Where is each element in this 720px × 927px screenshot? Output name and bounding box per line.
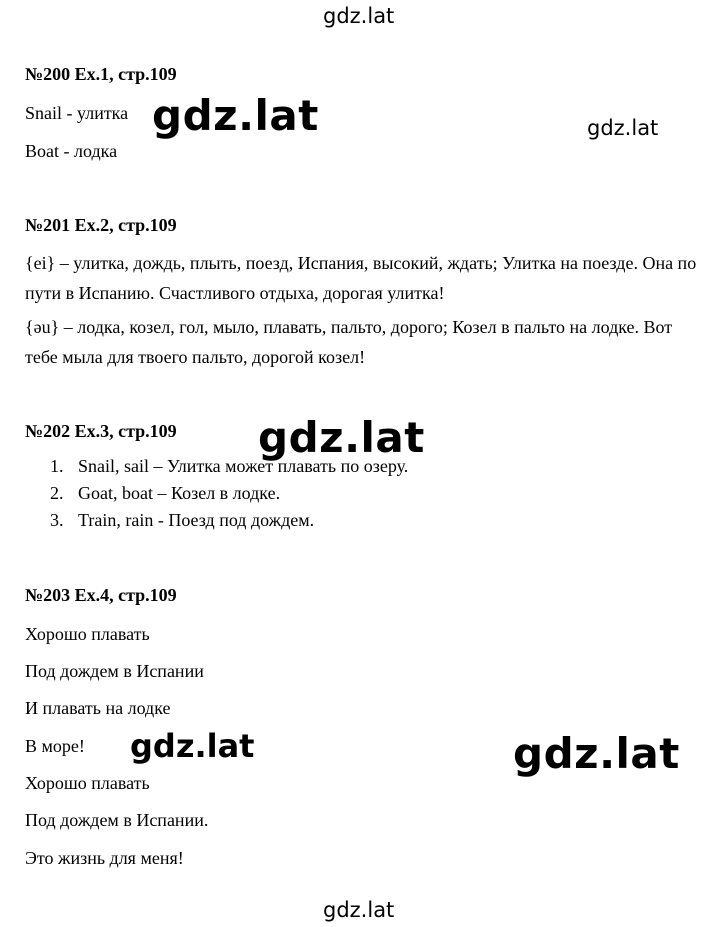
watermark-bold-center: gdz.lat xyxy=(258,413,425,462)
list-number: 2. xyxy=(50,483,64,503)
ex203-line: В море! xyxy=(25,736,85,756)
ex203-line: Хорошо плавать xyxy=(25,624,150,644)
exercise-200-heading: №200 Ex.1, стр.109 xyxy=(25,64,177,84)
ex201-paragraph: {əu} – лодка, козел, гол, мыло, плавать, пальто, дорого; Козел в пальто на лодке. Вот тебе мыла для твоего пальто, дорогой козел! xyxy=(25,317,673,367)
ex203-line: И плавать на лодке xyxy=(25,698,171,718)
list-text: Snail, sail – Улитка может плавать по озеру. xyxy=(78,456,409,476)
exercise-203-heading: №203 Ex.4, стр.109 xyxy=(25,585,177,605)
ex201-paragraph: {ei} – улитка, дождь, плыть, поезд, Испания, высокий, ждать; Улитка на поезде. Она по пути в Испанию. Счастливого отдыха, дорогая улитка! xyxy=(25,253,697,303)
watermark-bold: gdz.lat xyxy=(152,91,319,140)
list-number: 3. xyxy=(50,510,64,530)
exercise-201-heading: №201 Ex.2, стр.109 xyxy=(25,215,177,235)
ex203-line: Под дождем в Испании xyxy=(25,661,204,681)
ex200-line: Boat - лодка xyxy=(25,141,118,161)
list-text: Goat, boat – Козел в лодке. xyxy=(78,483,281,503)
watermark-bold-left: gdz.lat xyxy=(130,727,255,765)
ex203-line: Хорошо плавать xyxy=(25,773,150,793)
exercise-202-heading: №202 Ex.3, стр.109 xyxy=(25,421,177,441)
list-number: 1. xyxy=(50,456,64,476)
watermark-right: gdz.lat xyxy=(587,116,659,140)
ex202-list-item xyxy=(50,484,280,502)
ex202-list-item xyxy=(50,511,314,529)
ex203-line: Это жизнь для меня! xyxy=(25,848,184,868)
ex202-list-item xyxy=(50,457,408,475)
watermark-bottom: gdz.lat xyxy=(323,898,395,922)
ex200-line: Snail - улитка xyxy=(25,103,129,123)
watermark-bold-right: gdz.lat xyxy=(513,729,680,778)
list-text: Train, rain - Поезд под дождем. xyxy=(78,510,315,530)
watermark-top: gdz.lat xyxy=(323,4,395,28)
ex203-line: Под дождем в Испании. xyxy=(25,810,209,830)
